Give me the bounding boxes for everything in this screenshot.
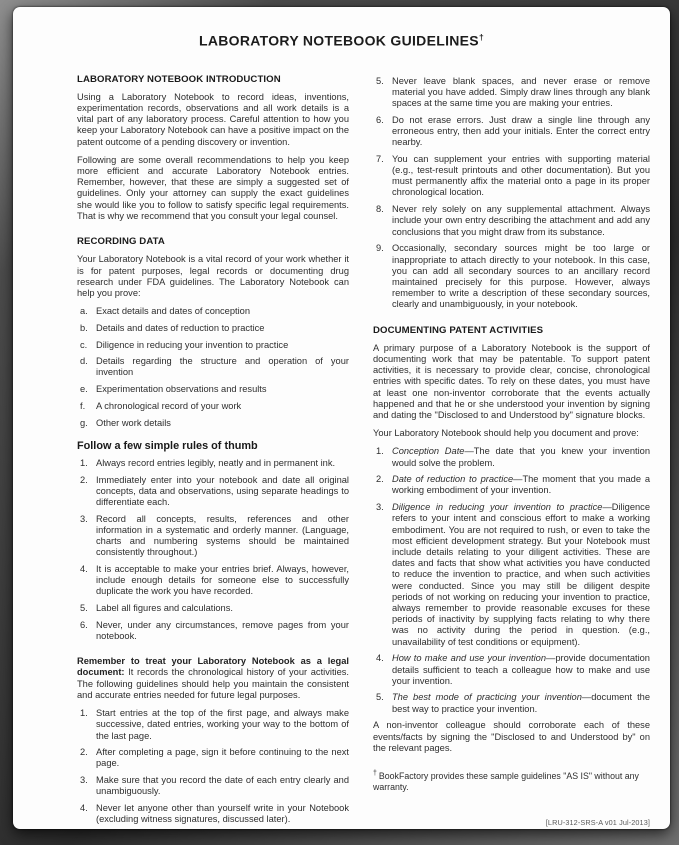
list-item-lead-italic: How to make and use your invention (392, 653, 547, 664)
list-item-text (392, 446, 650, 468)
list-item-text: Never let anyone other than yourself write in your Notebook (excluding witness signatures, discussed later). (96, 803, 349, 825)
list-item (373, 653, 650, 687)
list-item (77, 384, 349, 395)
patent-paragraph-1: A primary purpose of a Laboratory Notebook is the support of documenting work that may be patentable. To support patent activities, it is necessary to provide clear, concise, chronological entries with specific dates. To rely on these dates, you must have at least one non-inventor corroborate that the events actually happened and that he or she understood your invention by signing and dating the "Disclosed to and Understood by" signature blocks. (373, 342, 650, 420)
list-item-text: Diligence in reducing your invention to practice (96, 339, 289, 350)
recording-lettered-list (77, 306, 349, 429)
list-marker: 6. (376, 114, 384, 125)
list-marker: g. (80, 417, 88, 428)
list-item-text: Other work details (96, 417, 171, 428)
list-marker: d. (80, 356, 88, 367)
left-column (77, 74, 349, 829)
list-marker: f. (80, 400, 86, 411)
list-marker: e. (80, 384, 88, 395)
list-item (373, 154, 650, 199)
list-item-text: Never leave blank spaces, and never erase or remove material you have added. Simply draw lines through any blank spaces at the same time you are making your entries. (392, 75, 650, 109)
list-item-text: You can supplement your entries with supporting material (e.g., test-result printouts and other documentation). But you must permanently affix the material onto a page in its proper chronological location. (392, 153, 650, 198)
list-item (77, 458, 349, 469)
list-item (373, 76, 650, 110)
list-marker: 1. (80, 457, 88, 468)
list-item (77, 514, 349, 559)
list-marker: 5. (376, 692, 384, 703)
list-item-text (392, 502, 650, 648)
rules-numbered-list (77, 458, 349, 642)
list-item (77, 418, 349, 429)
list-item-text: After completing a page, sign it before continuing to the next page. (96, 747, 349, 769)
list-item-text: It is acceptable to make your entries brief. Always, however, include enough details for someone else to successfully duplicate the work you have recorded. (96, 564, 349, 597)
list-item (373, 243, 650, 310)
list-marker: a. (80, 306, 88, 317)
legal-paragraph-lead: Remember to treat your Laboratory Notebook as a legal document: (77, 656, 349, 678)
list-item-text: Details and dates of reduction to practice (96, 322, 265, 333)
patent-closing-paragraph: A non-inventor colleague should corroborate each of these events/facts by signing the "Disclosed to and Understood by" on the relevant pages. (373, 720, 650, 753)
list-item-text: A chronological record of your work (96, 400, 242, 411)
list-item (373, 446, 650, 468)
list-marker: 2. (80, 474, 88, 485)
recording-intro-paragraph: Your Laboratory Notebook is a vital record of your work whether it is for patent purposes, legal records or documenting drug research under FDA guidelines. The Laboratory Notebook can help you prove: (77, 254, 349, 298)
list-item-text: Do not erase errors. Just draw a single line through any erroneous entry, then add your initials. Enter the correct entry nearby. (392, 114, 650, 148)
list-item-text (392, 474, 650, 496)
list-item (373, 474, 650, 496)
dagger-icon: † (373, 769, 377, 777)
page-title (13, 32, 670, 49)
list-item-text: Exact details and dates of conception (96, 306, 251, 317)
list-item-text: Experimentation observations and results (96, 384, 267, 395)
list-item-lead-italic: Conception Date (392, 446, 465, 457)
list-item-rest: —The date that you knew your invention would solve the problem. (392, 446, 650, 468)
section-heading-recording-data: RECORDING DATA (77, 236, 165, 248)
list-item (77, 620, 349, 642)
list-marker: 3. (80, 513, 88, 524)
list-marker: c. (80, 339, 88, 350)
list-item (77, 356, 349, 378)
footnote-text: BookFactory provides these sample guidelines "AS IS" without any warranty. (373, 771, 639, 793)
list-marker: 4. (80, 803, 88, 814)
list-item (77, 306, 349, 317)
list-item-rest: —document the best way to practice your invention. (392, 692, 650, 714)
intro-paragraph-1: Using a Laboratory Notebook to record ideas, inventions, experimentation records, observations and all work details is a vital part of any laboratory process. Careful attention to how you keep your Laboratory Notebook can have a positive impact on the patent outcome of a pending discovery or invention. (77, 91, 349, 147)
page-title-text: LABORATORY NOTEBOOK GUIDELINES (199, 32, 479, 49)
list-marker: 4. (376, 653, 384, 664)
list-item (77, 775, 349, 797)
list-item-text: Never rely solely on any supplemental attachment. Always include your own entry describing the attachment and add any conclusions that you might draw from its substance. (392, 204, 650, 237)
right-column (373, 74, 650, 829)
list-marker: 5. (376, 75, 384, 86)
list-marker: 1. (80, 708, 88, 719)
list-item (373, 204, 650, 238)
list-item (77, 475, 349, 509)
list-item-text: Record all concepts, results, references and other information in a systematic and orderly manner. (Language, charts and numbering systems should be maintained consistently throughout.) (96, 513, 349, 558)
list-marker: 2. (376, 474, 384, 485)
legal-paragraph-rest: It records the chronological history of your activities. The following guidelines should help you maintain the consistent and accurate entries needed for future legal purposes. (77, 667, 349, 700)
list-item-text: Make sure that you record the date of each entry clearly and unambiguously. (96, 775, 349, 797)
list-marker: 9. (376, 243, 384, 254)
list-item-text: Always record entries legibly, neatly and in permanent ink. (96, 457, 336, 468)
list-marker: 3. (80, 775, 88, 786)
intro-paragraph-2: Following are some overall recommendations to help you keep more efficient and accurate Laboratory Notebook entries. Remember, however, that these are simply a suggested set of guidelines. Only your attorney can supply the exact guidelines she would like you to follow to satisfy specific legal requirements. That is why we recommend that you consult your legal counsel. (77, 154, 349, 221)
list-item (77, 747, 349, 769)
two-column-layout (13, 49, 670, 829)
list-marker: 2. (80, 747, 88, 758)
list-item (373, 502, 650, 648)
patent-numbered-list (373, 446, 650, 714)
list-item (77, 564, 349, 598)
list-marker: 6. (80, 619, 88, 630)
legal-list-continuation (373, 76, 650, 311)
patent-prove-line: Your Laboratory Notebook should help you document and prove: (373, 428, 639, 439)
list-item-text: Occasionally, secondary sources might be too large or inappropriate to attach directly to your notebook. In this case, you can add all secondary sources to an ancillary record maintained precisely for this purpose. However, always remember to write a description of these secondary sources, clearly and unambiguously, in your notebook. (392, 243, 650, 310)
subsection-heading-rules-of-thumb: Follow a few simple rules of thumb (77, 439, 258, 452)
list-item-lead-italic: The best mode of practicing your invention (392, 692, 582, 703)
section-heading-patent-activities: DOCUMENTING PATENT ACTIVITIES (373, 324, 544, 336)
list-item (77, 603, 349, 614)
list-item (373, 115, 650, 149)
list-item-lead-italic: Diligence in reducing your invention to practice (392, 502, 603, 513)
document-page (13, 7, 670, 829)
legal-document-paragraph (77, 656, 349, 701)
list-item-text: Label all figures and calculations. (96, 603, 233, 614)
list-item (77, 323, 349, 334)
legal-numbered-list (77, 708, 349, 825)
list-item (373, 692, 650, 714)
list-item-text: Never, under any circumstances, remove pages from your notebook. (96, 619, 349, 642)
list-item-text (392, 692, 650, 714)
footnote (373, 768, 650, 794)
list-item-rest: —provide documentation details sufficient to teach a colleague how to make and use your invention. (392, 653, 650, 686)
list-item-text: Immediately enter into your notebook and date all original concepts, data and observations, using separate headings to differentiate each. (96, 474, 349, 508)
list-marker: 5. (80, 603, 88, 614)
document-code: [LRU-312-SRS-A v01 Jul-2013] (545, 818, 650, 828)
list-marker: 7. (376, 153, 384, 164)
list-item-text (392, 653, 650, 687)
list-item (77, 708, 349, 742)
list-marker: 1. (376, 446, 384, 457)
list-item (77, 803, 349, 825)
list-item-lead-italic: Date of reduction to practice (392, 474, 514, 485)
list-item-text: Details regarding the structure and operation of your invention (96, 356, 349, 378)
list-marker: 8. (376, 204, 384, 215)
list-marker: 4. (80, 564, 88, 575)
list-item-rest: —Diligence refers to your intent and conscious effort to make a working embodiment. You are not required to rush, or even to take the most efficient development strategy. But your Notebook must include details relating to your diligent activities. These are dates and facts that show what activities you have conducted to reduce the invention to practice, and when such activities were conducted. Since you may still be diligent despite periods of not working on reducing your invention to practice, always remember to provide reasonable excuses for these periods of inactivity by supplying facts relating to why there was no activity during the period in question. (e.g., unavailability of test conditions or equipment). (392, 502, 650, 647)
list-item-rest: —The moment that you made a working embodiment of your invention. (392, 474, 650, 496)
list-item (77, 401, 349, 412)
list-item-text: Start entries at the top of the first page, and always make successive, dated entries, working your way to the bottom of the last page. (96, 708, 349, 741)
list-marker: 3. (376, 502, 384, 513)
list-marker: b. (80, 322, 88, 333)
title-dagger: † (478, 32, 484, 42)
list-item (77, 340, 349, 351)
section-heading-introduction: LABORATORY NOTEBOOK INTRODUCTION (77, 73, 281, 85)
